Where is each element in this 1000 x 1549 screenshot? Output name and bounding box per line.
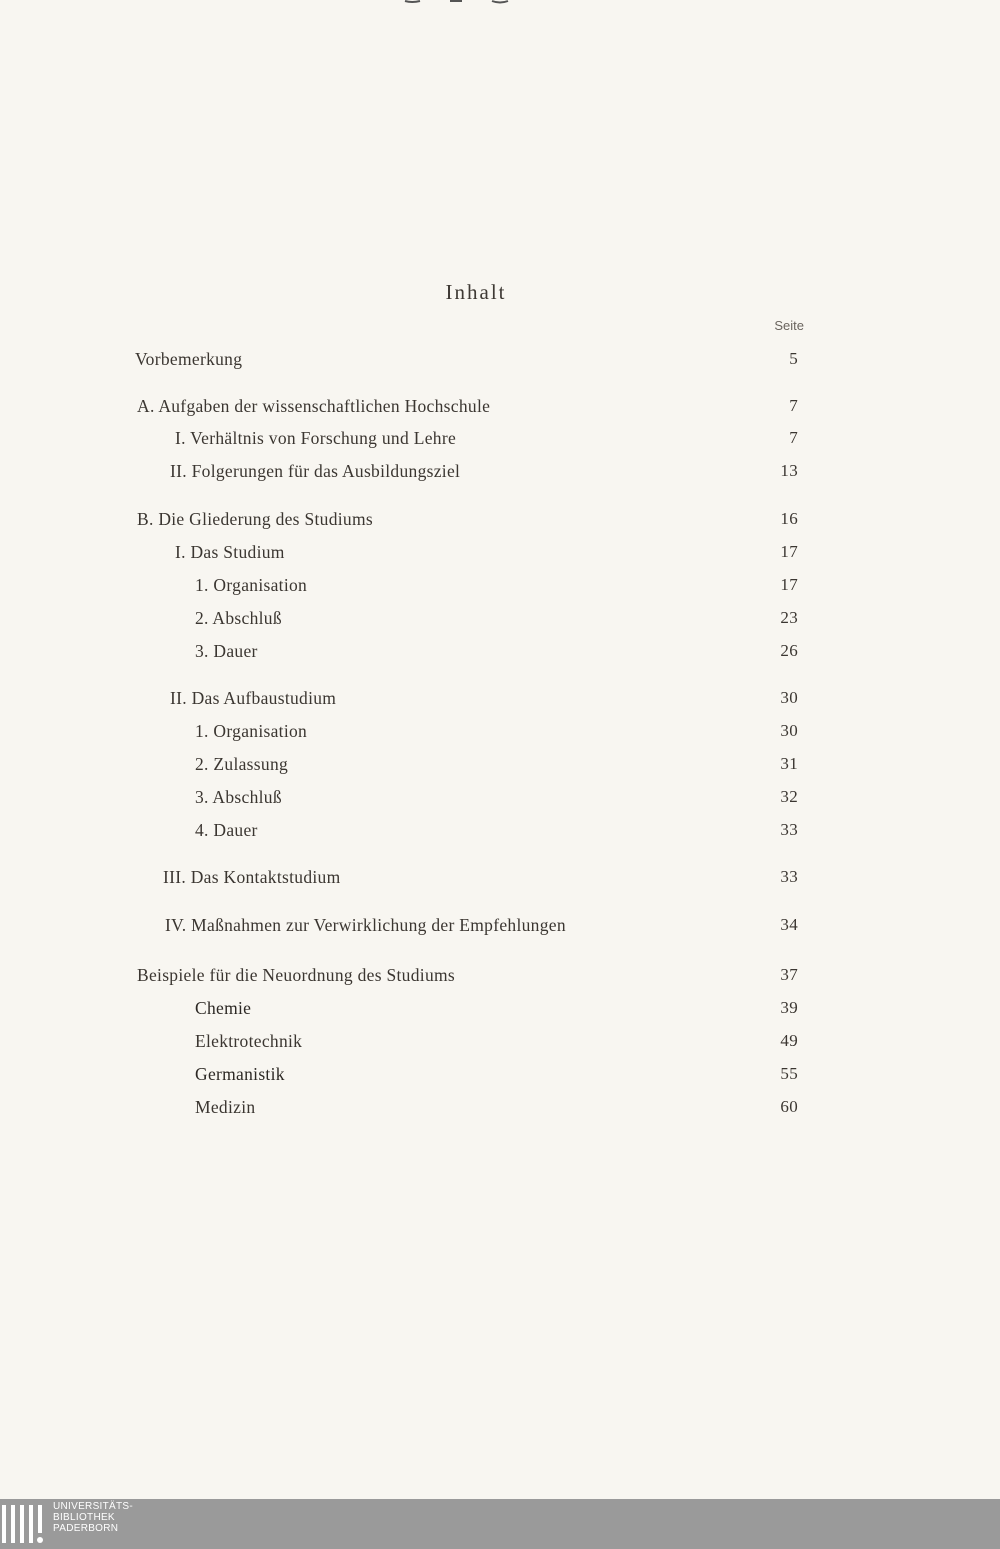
- toc-entry: [0, 751, 1000, 777]
- library-name: [53, 1501, 133, 1534]
- toc-entry: [0, 346, 1000, 372]
- toc-entry-label: IV. Maßnahmen zur Verwirklichung der Empfehlungen: [165, 915, 566, 935]
- toc-entry-label: Medizin: [195, 1097, 256, 1117]
- toc-entry-page: 7: [789, 396, 798, 415]
- toc-entry: [0, 539, 1000, 565]
- library-name-line: PADERBORN: [53, 1523, 119, 1534]
- library-logo-icon: [0, 1505, 48, 1545]
- toc-title: Inhalt: [445, 280, 507, 304]
- toc-entry-label: Vorbemerkung: [135, 349, 243, 369]
- toc-entry-page: 23: [780, 608, 798, 627]
- toc-entry: [0, 817, 1000, 843]
- toc-entry-page: 39: [780, 998, 798, 1017]
- library-name-line: UNIVERSITÄTS-: [53, 1501, 134, 1512]
- toc-entry-page: 55: [780, 1064, 798, 1083]
- toc-entry-label: 2. Zulassung: [195, 754, 289, 774]
- toc-entry: [0, 962, 1000, 988]
- toc-entry-page: 13: [780, 461, 798, 480]
- toc-entry-page: 30: [780, 688, 798, 707]
- toc-entry-page: 17: [780, 542, 798, 561]
- toc-entry-page: 60: [780, 1097, 798, 1116]
- toc-entry-label: A. Aufgaben der wissenschaftlichen Hochschule: [137, 396, 491, 416]
- toc-entry-label: II. Das Aufbaustudium: [170, 688, 337, 708]
- toc-entry-label: Elektrotechnik: [195, 1031, 303, 1051]
- toc-entry-label: Germanistik: [195, 1064, 285, 1084]
- toc-entry-page: 17: [780, 575, 798, 594]
- scan-edge-marks: [400, 0, 520, 6]
- toc-entry: [0, 393, 1000, 419]
- toc-entry: [0, 638, 1000, 664]
- toc-entry-page: 49: [780, 1031, 798, 1050]
- toc-entry-label: 1. Organisation: [195, 721, 308, 741]
- toc-entry-page: 32: [780, 787, 798, 806]
- toc-entry: [0, 784, 1000, 810]
- toc-entry-page: 7: [789, 428, 798, 447]
- toc-entry-label: Chemie: [195, 998, 252, 1018]
- page-column-header: Seite: [774, 318, 804, 333]
- library-footer-bar: [0, 1499, 1000, 1549]
- toc-entry-label: 4. Dauer: [195, 820, 258, 840]
- toc-entry: [0, 685, 1000, 711]
- toc-entry-page: 16: [780, 509, 798, 528]
- toc-entry-page: 26: [780, 641, 798, 660]
- toc-entry: [0, 912, 1000, 938]
- toc-entry-label: I. Das Studium: [175, 542, 285, 562]
- toc-entry-label: 1. Organisation: [195, 575, 308, 595]
- toc-entry: [0, 425, 1000, 451]
- toc-entry-page: 33: [780, 820, 798, 839]
- toc-entry: [0, 1028, 1000, 1054]
- toc-entry-page: 34: [780, 915, 798, 934]
- toc-entry: [0, 1061, 1000, 1087]
- toc-entry-page: 30: [780, 721, 798, 740]
- toc-entry-label: 3. Dauer: [195, 641, 258, 661]
- toc-entry-page: 33: [780, 867, 798, 886]
- toc-entry: [0, 572, 1000, 598]
- toc-entry-label: 3. Abschluß: [195, 787, 282, 807]
- toc-entry: [0, 864, 1000, 890]
- toc-entry-page: 37: [780, 965, 798, 984]
- toc-entry: [0, 1094, 1000, 1120]
- toc-entry-label: Beispiele für die Neuordnung des Studiums: [137, 965, 456, 985]
- toc-entry: [0, 995, 1000, 1021]
- toc-entry-page: 31: [780, 754, 798, 773]
- toc-entry: [0, 718, 1000, 744]
- toc-entry-label: I. Verhältnis von Forschung und Lehre: [175, 428, 457, 448]
- toc-entry: [0, 458, 1000, 484]
- toc-entry: [0, 605, 1000, 631]
- toc-entry-label: 2. Abschluß: [195, 608, 282, 628]
- toc-entry: [0, 506, 1000, 532]
- toc-entry-label: II. Folgerungen für das Ausbildungsziel: [170, 461, 461, 481]
- toc-entry-label: III. Das Kontaktstudium: [163, 867, 341, 887]
- toc-entry-page: 5: [789, 349, 798, 368]
- library-name-line: BIBLIOTHEK: [53, 1512, 115, 1523]
- toc-entry-label: B. Die Gliederung des Studiums: [137, 509, 373, 529]
